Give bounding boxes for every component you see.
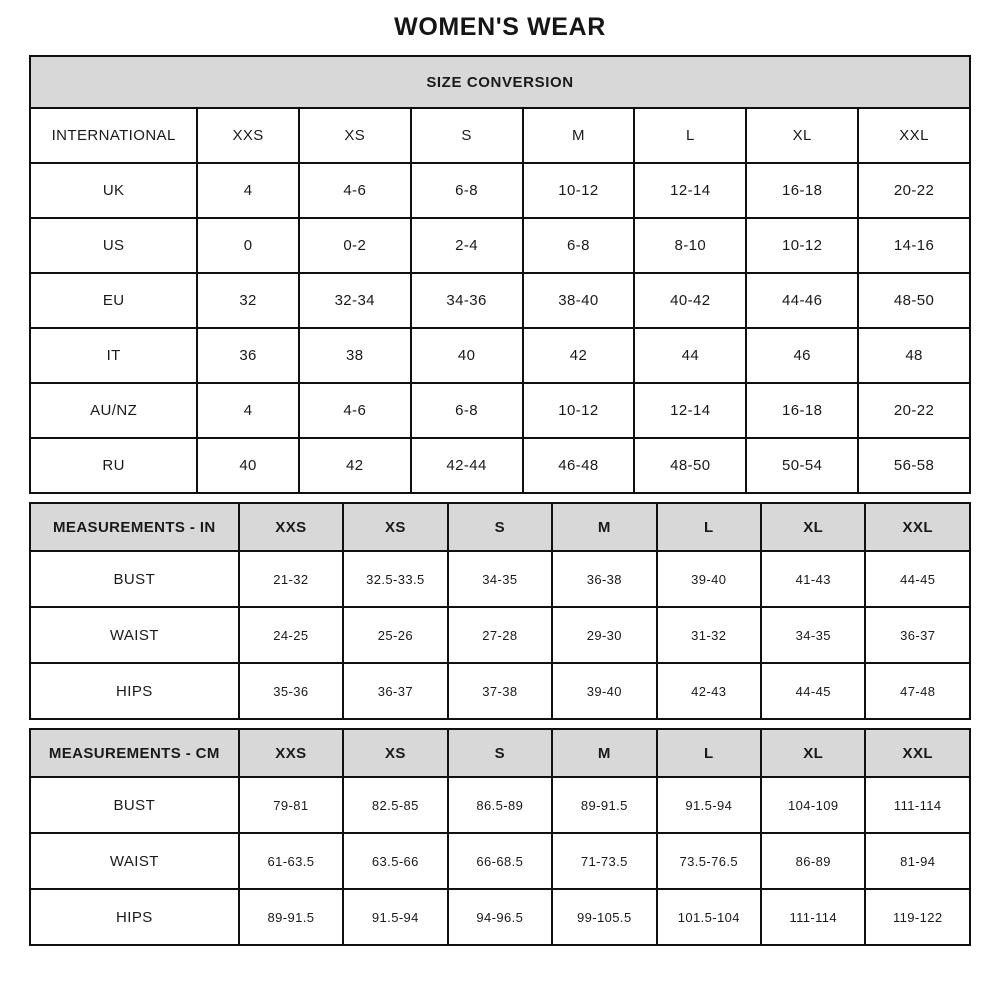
value-cell: 42 <box>299 438 411 493</box>
value-cell: 81-94 <box>865 833 970 889</box>
value-cell: 36 <box>197 328 299 383</box>
value-cell: 42 <box>523 328 635 383</box>
size-conversion-row-ru <box>30 438 970 493</box>
value-cell: 40 <box>197 438 299 493</box>
row-label: RU <box>30 438 197 493</box>
value-cell: XXS <box>239 503 343 551</box>
value-cell: M <box>552 729 656 777</box>
row-label: US <box>30 218 197 273</box>
size-conversion-row-us <box>30 218 970 273</box>
value-cell: 50-54 <box>746 438 858 493</box>
value-cell: 20-22 <box>858 163 970 218</box>
value-cell: 12-14 <box>634 383 746 438</box>
value-cell: L <box>634 108 746 163</box>
value-cell: 40 <box>411 328 523 383</box>
value-cell: XL <box>761 503 865 551</box>
value-cell: 46 <box>746 328 858 383</box>
value-cell: 63.5-66 <box>343 833 447 889</box>
value-cell: 4 <box>197 163 299 218</box>
size-conversion-row-au-nz <box>30 383 970 438</box>
value-cell: 25-26 <box>343 607 447 663</box>
value-cell: 16-18 <box>746 383 858 438</box>
value-cell: 36-37 <box>865 607 970 663</box>
row-label: BUST <box>30 777 239 833</box>
value-cell: XS <box>343 503 447 551</box>
row-label: MEASUREMENTS - IN <box>30 503 239 551</box>
value-cell: 34-36 <box>411 273 523 328</box>
value-cell: 32.5-33.5 <box>343 551 447 607</box>
value-cell: S <box>448 503 552 551</box>
value-cell: 29-30 <box>552 607 656 663</box>
value-cell: 4-6 <box>299 163 411 218</box>
value-cell: 47-48 <box>865 663 970 719</box>
value-cell: 89-91.5 <box>239 889 343 945</box>
size-conversion-table <box>29 55 971 494</box>
value-cell: 104-109 <box>761 777 865 833</box>
size-conversion-row-uk <box>30 163 970 218</box>
value-cell: XXS <box>239 729 343 777</box>
value-cell: 32-34 <box>299 273 411 328</box>
measurements-in-body <box>30 503 970 719</box>
value-cell: 20-22 <box>858 383 970 438</box>
value-cell: 21-32 <box>239 551 343 607</box>
value-cell: 44-46 <box>746 273 858 328</box>
row-label: INTERNATIONAL <box>30 108 197 163</box>
value-cell: 73.5-76.5 <box>657 833 761 889</box>
value-cell: 38 <box>299 328 411 383</box>
value-cell: XL <box>746 108 858 163</box>
value-cell: XXL <box>865 729 970 777</box>
measurements-in-row-hips <box>30 663 970 719</box>
value-cell: 24-25 <box>239 607 343 663</box>
value-cell: 27-28 <box>448 607 552 663</box>
size-conversion-row-international <box>30 108 970 163</box>
value-cell: 6-8 <box>411 383 523 438</box>
value-cell: XS <box>343 729 447 777</box>
value-cell: 86.5-89 <box>448 777 552 833</box>
value-cell: 34-35 <box>761 607 865 663</box>
row-label: HIPS <box>30 889 239 945</box>
value-cell: 40-42 <box>634 273 746 328</box>
page-title: WOMEN'S WEAR <box>394 13 606 41</box>
row-label: UK <box>30 163 197 218</box>
value-cell: 44-45 <box>865 551 970 607</box>
value-cell: 61-63.5 <box>239 833 343 889</box>
value-cell: 32 <box>197 273 299 328</box>
value-cell: 44-45 <box>761 663 865 719</box>
value-cell: 0 <box>197 218 299 273</box>
value-cell: 38-40 <box>523 273 635 328</box>
value-cell: 48-50 <box>858 273 970 328</box>
value-cell: 44 <box>634 328 746 383</box>
size-conversion-row-it <box>30 328 970 383</box>
row-label: WAIST <box>30 607 239 663</box>
value-cell: 91.5-94 <box>343 889 447 945</box>
value-cell: 101.5-104 <box>657 889 761 945</box>
value-cell: 99-105.5 <box>552 889 656 945</box>
value-cell: 36-37 <box>343 663 447 719</box>
row-label: WAIST <box>30 833 239 889</box>
value-cell: 56-58 <box>858 438 970 493</box>
value-cell: 2-4 <box>411 218 523 273</box>
value-cell: 12-14 <box>634 163 746 218</box>
value-cell: 48-50 <box>634 438 746 493</box>
measurements-cm-row-hips <box>30 889 970 945</box>
measurements-in-row-measurements-in <box>30 503 970 551</box>
measurements-cm-row-bust <box>30 777 970 833</box>
value-cell: 4-6 <box>299 383 411 438</box>
measurements-in-table <box>29 502 971 720</box>
value-cell: 111-114 <box>865 777 970 833</box>
value-cell: M <box>523 108 635 163</box>
value-cell: 0-2 <box>299 218 411 273</box>
value-cell: 71-73.5 <box>552 833 656 889</box>
size-conversion-title: SIZE CONVERSION <box>30 56 970 108</box>
value-cell: 37-38 <box>448 663 552 719</box>
value-cell: 4 <box>197 383 299 438</box>
measurements-in-row-waist <box>30 607 970 663</box>
value-cell: 39-40 <box>657 551 761 607</box>
measurements-cm-body <box>30 729 970 945</box>
value-cell: 16-18 <box>746 163 858 218</box>
value-cell: 42-44 <box>411 438 523 493</box>
row-label: EU <box>30 273 197 328</box>
value-cell: 46-48 <box>523 438 635 493</box>
value-cell: 10-12 <box>523 163 635 218</box>
measurements-cm-row-waist <box>30 833 970 889</box>
size-conversion-row-eu <box>30 273 970 328</box>
value-cell: XL <box>761 729 865 777</box>
value-cell: 79-81 <box>239 777 343 833</box>
value-cell: 35-36 <box>239 663 343 719</box>
value-cell: 82.5-85 <box>343 777 447 833</box>
value-cell: 10-12 <box>746 218 858 273</box>
value-cell: 14-16 <box>858 218 970 273</box>
value-cell: 94-96.5 <box>448 889 552 945</box>
value-cell: 39-40 <box>552 663 656 719</box>
value-cell: 34-35 <box>448 551 552 607</box>
row-label: IT <box>30 328 197 383</box>
value-cell: 91.5-94 <box>657 777 761 833</box>
value-cell: 6-8 <box>523 218 635 273</box>
value-cell: 36-38 <box>552 551 656 607</box>
value-cell: 48 <box>858 328 970 383</box>
value-cell: XXS <box>197 108 299 163</box>
measurements-cm-row-measurements-cm <box>30 729 970 777</box>
value-cell: 89-91.5 <box>552 777 656 833</box>
measurements-cm-table <box>29 728 971 946</box>
value-cell: 66-68.5 <box>448 833 552 889</box>
measurements-in-row-bust <box>30 551 970 607</box>
size-conversion-title-row <box>30 56 970 108</box>
value-cell: 42-43 <box>657 663 761 719</box>
row-label: HIPS <box>30 663 239 719</box>
value-cell: L <box>657 503 761 551</box>
row-label: MEASUREMENTS - CM <box>30 729 239 777</box>
row-label: BUST <box>30 551 239 607</box>
value-cell: 86-89 <box>761 833 865 889</box>
value-cell: L <box>657 729 761 777</box>
value-cell: M <box>552 503 656 551</box>
value-cell: 8-10 <box>634 218 746 273</box>
value-cell: XXL <box>858 108 970 163</box>
value-cell: 31-32 <box>657 607 761 663</box>
row-label: AU/NZ <box>30 383 197 438</box>
value-cell: 10-12 <box>523 383 635 438</box>
value-cell: S <box>448 729 552 777</box>
value-cell: 111-114 <box>761 889 865 945</box>
value-cell: S <box>411 108 523 163</box>
size-conversion-body <box>30 108 970 493</box>
value-cell: XXL <box>865 503 970 551</box>
value-cell: 119-122 <box>865 889 970 945</box>
value-cell: 6-8 <box>411 163 523 218</box>
value-cell: 41-43 <box>761 551 865 607</box>
value-cell: XS <box>299 108 411 163</box>
